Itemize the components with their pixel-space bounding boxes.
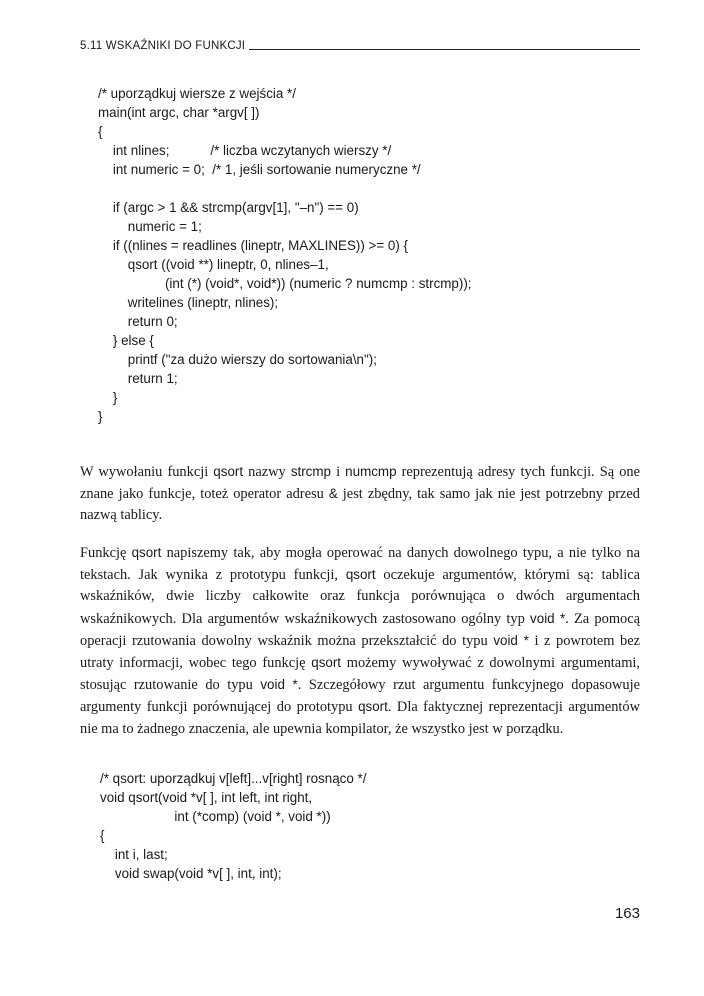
code-line: } [98,409,103,424]
text-run: nazwy [243,464,291,480]
code-line: if (argc > 1 && strcmp(argv[1], "–n") == 0) [98,200,359,215]
code-line: /* uporządkuj wiersze z wejścia */ [98,86,296,101]
code-line: writelines (lineptr, nlines); [98,295,279,310]
code-line: { [100,828,105,843]
code-line: void swap(void *v[ ], int, int); [100,866,282,881]
text-run: . Dla faktycznej reprezentacji argumentów nie ma to żadnego znaczenia, ale upewnia kompilator, że wszystko jest w porządku. [80,699,641,737]
paragraph-function-addresses [80,461,640,527]
text-run: W wywołaniu funkcji [80,464,214,480]
code-term: numcmp [345,464,397,479]
code-line: if ((nlines = readlines (lineptr, MAXLINES)) >= 0) { [98,238,408,253]
code-line [98,179,472,198]
code-line: int numeric = 0; /* 1, jeśli sortowanie numeryczne */ [98,162,421,177]
code-term: void * [493,632,529,648]
header-rule [249,49,640,50]
text-run: i z powrotem bez utraty informacji, wobec tego funkcję [80,632,640,672]
code-line: void qsort(void *v[ ], int left, int right, [100,790,313,805]
code-term: qsort [131,545,162,560]
code-line: return 1; [98,371,178,386]
code-line: int i, last; [100,847,168,862]
text-run: możemy wywoływać z dowolnymi argumentami, stosując rzutowanie do typu [80,655,640,694]
text-run: . Szczegółowy rzut argumentu funkcyjnego dopasowuje argumenty funkcji porównującej do prototypu [80,677,641,716]
paragraph-qsort-generic [80,542,640,740]
code-term: void * [530,610,566,626]
code-line: printf ("za dużo wierszy do sortowania\n"); [98,352,377,367]
text-run: oczekuje argumentów, którymi są: tablica wskaźników, dwie liczby całkowite oraz funkcja porównująca o dwóch argumentach wskaźnikowych. Dla argumentów wskaźnikowych zastosowano ogólny typ [80,567,640,627]
code-term: & [328,486,338,502]
code-block-main [98,84,472,426]
running-title: 5.11 WSKAŹNIKI DO FUNKCJI [80,40,246,52]
code-line: return 0; [98,314,178,329]
code-term: qsort [311,655,342,671]
code-line: (int (*) (void*, void*)) (numeric ? numcmp : strcmp)); [98,276,472,291]
text-run: Funkcję [80,545,132,561]
code-line: main(int argc, char *argv[ ]) [98,105,260,120]
code-term: qsort [345,567,376,583]
code-line: } [98,390,118,405]
text-run: reprezentują adresy tych funkcji. Są one znane jako funkcje, toteż operator adresu [80,464,640,503]
code-block-qsort [100,769,366,883]
code-line: int (*comp) (void *, void *)) [100,809,331,824]
code-term: qsort [358,699,388,715]
text-run: . Za pomocą operacji rzutowania dowolny wskaźnik można przekształcić do typu [80,610,640,649]
code-line: /* qsort: uporządkuj v[left]...v[right] rosnąco */ [100,771,367,786]
page-number: 163 [614,905,640,922]
text-run: napiszemy tak, aby mogła operować na danych dowolnego typu, a nie tylko na tekstach. Jak wynika z prototypu funkcji, [80,545,640,584]
code-line: } else { [98,333,154,348]
code-term: strcmp [290,464,331,479]
code-line: { [98,124,103,139]
text-run: jest zbędny, tak samo jak nie jest potrzebny przed nazwą tablicy. [80,486,640,524]
code-term: qsort [213,464,244,479]
code-line: int nlines; /* liczba wczytanych wierszy */ [98,143,392,158]
text-run: i [331,464,346,480]
running-header [80,40,640,52]
code-line: numeric = 1; [98,219,202,234]
code-term: void * [260,677,298,693]
code-line: qsort ((void **) lineptr, 0, nlines–1, [98,257,329,272]
